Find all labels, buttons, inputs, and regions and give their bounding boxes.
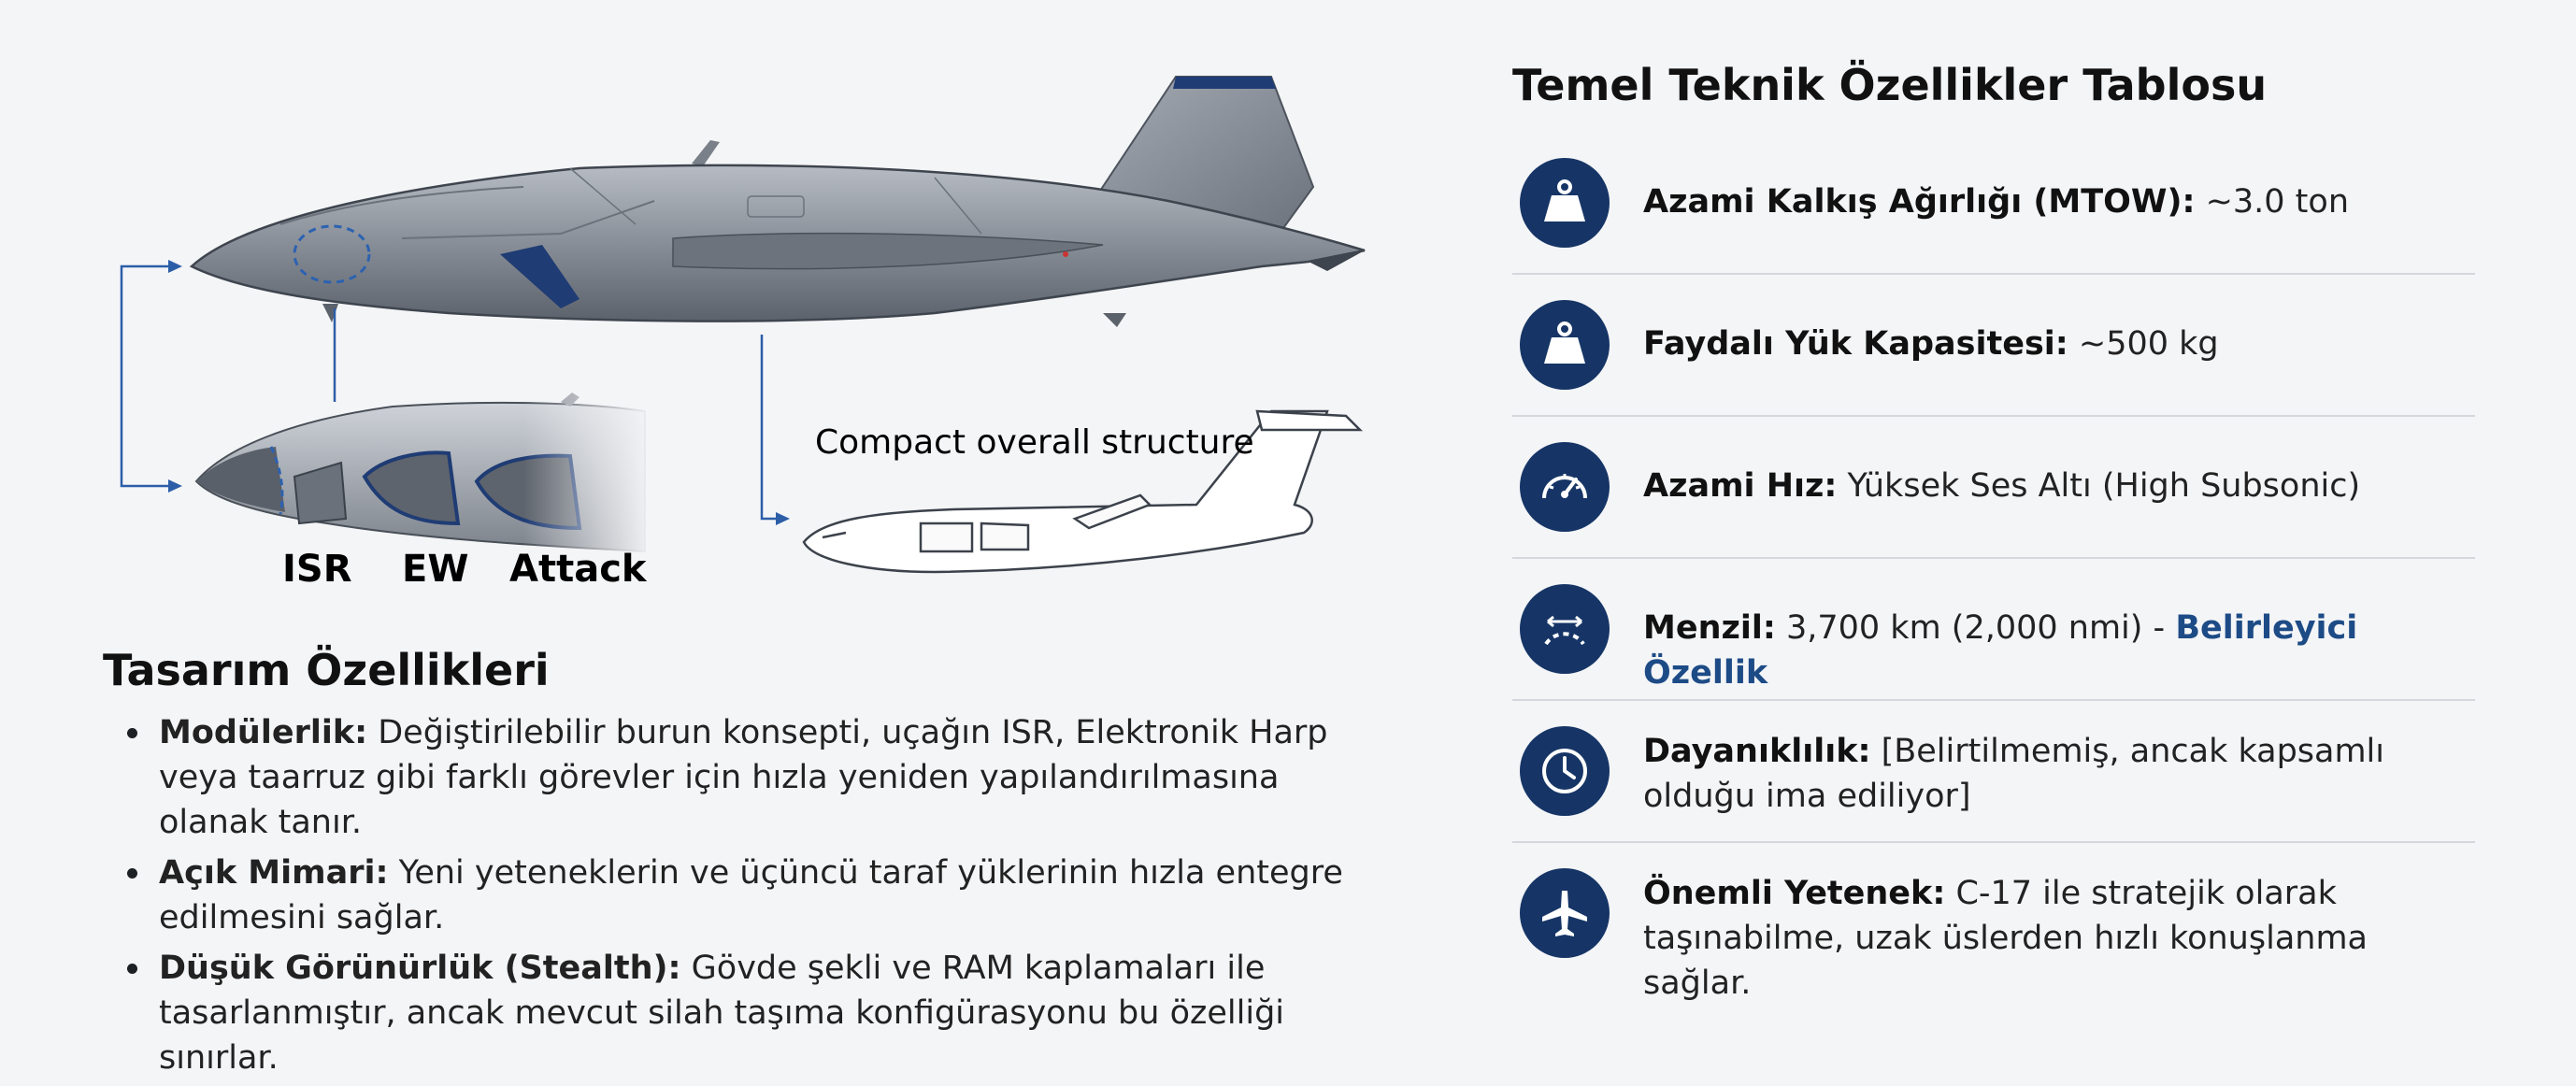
spec-value: 3,700 km (2,000 nmi) - (1775, 609, 2176, 647)
spec-label: Faydalı Yük Kapasitesi: (1643, 325, 2068, 363)
spec-accent: Belirleyici Özellik (1643, 609, 2358, 692)
nose-modules (196, 393, 654, 570)
feature-text: Gövde şekli ve RAM kaplamaları ile tasarlanmıştır, ancak mevcut silah taşıma konfigürasyonu bu özelliği sınırlar. (159, 950, 1285, 1077)
spec-value: ~3.0 ton (2195, 183, 2349, 221)
feature-label: Açık Mimari: (159, 854, 389, 892)
range-arc-icon (1520, 584, 1610, 674)
spec-row-range (1512, 559, 2475, 701)
spec-text (1643, 179, 2475, 224)
spec-value: Yüksek Ses Altı (High Subsonic) (1837, 467, 2361, 505)
spec-text (1643, 322, 2475, 366)
spec-label: Dayanıklılık: (1643, 733, 1871, 770)
design-feature-list (122, 710, 1393, 1086)
spec-table (1512, 133, 2475, 1002)
spec-text (1643, 606, 2475, 695)
bullet-icon (127, 964, 137, 974)
feature-label: Modülerlik: (159, 714, 368, 751)
nose-label-attack: Attack (509, 548, 647, 591)
spec-row-endurance (1512, 701, 2475, 843)
spec-label: Azami Kalkış Ağırlığı (MTOW): (1643, 183, 2196, 221)
feature-label: Düşük Görünürlük (Stealth): (159, 950, 681, 987)
spec-text (1643, 729, 2475, 819)
aircraft-diagram (0, 0, 1458, 617)
feature-stealth (122, 946, 1393, 1080)
main-drone (192, 77, 1365, 327)
spec-text (1643, 464, 2475, 508)
spec-row-capability (1512, 843, 2475, 1002)
feature-text: Değiştirilebilir burun konsepti, uçağın ISR, Elektronik Harp veya taarruz gibi farklı görevler için hızla yeniden yapılandırılmasına olanak tanır. (159, 714, 1328, 841)
payload-weight-icon (1520, 300, 1610, 390)
weight-icon (1520, 158, 1610, 248)
spec-text (1643, 871, 2475, 1006)
nose-label-ew: EW (402, 548, 469, 591)
airplane-icon (1520, 868, 1610, 958)
spec-label: Menzil: (1643, 609, 1776, 647)
spec-value: C-17 ile stratejik olarak taşınabilme, uzak üslerden hızlı konuşlanma sağlar. (1643, 875, 2368, 1002)
bullet-icon (127, 728, 137, 738)
spec-row-mtow (1512, 133, 2475, 275)
feature-open-architecture (122, 850, 1393, 940)
feature-text: Yeni yeteneklerin ve üçüncü taraf yüklerinin hızla entegre edilmesini sağlar. (159, 854, 1343, 936)
feature-modularity (122, 710, 1393, 845)
spec-table-title: Temel Teknik Özellikler Tablosu (1512, 60, 2268, 110)
spec-value: ~500 kg (2068, 325, 2219, 363)
clock-icon (1520, 726, 1610, 816)
speedometer-icon (1520, 442, 1610, 532)
spec-value: [Belirtilmemiş, ancak kapsamlı olduğu ima ediliyor] (1643, 733, 2385, 815)
spec-row-payload (1512, 275, 2475, 417)
bullet-icon (127, 868, 137, 879)
compact-structure-caption: Compact overall structure (815, 423, 1254, 462)
nose-label-isr: ISR (282, 548, 352, 591)
spec-row-speed (1512, 417, 2475, 559)
spec-label: Önemli Yetenek: (1643, 875, 1946, 912)
design-features-title: Tasarım Özellikleri (103, 645, 550, 695)
spec-label: Azami Hız: (1643, 467, 1838, 505)
